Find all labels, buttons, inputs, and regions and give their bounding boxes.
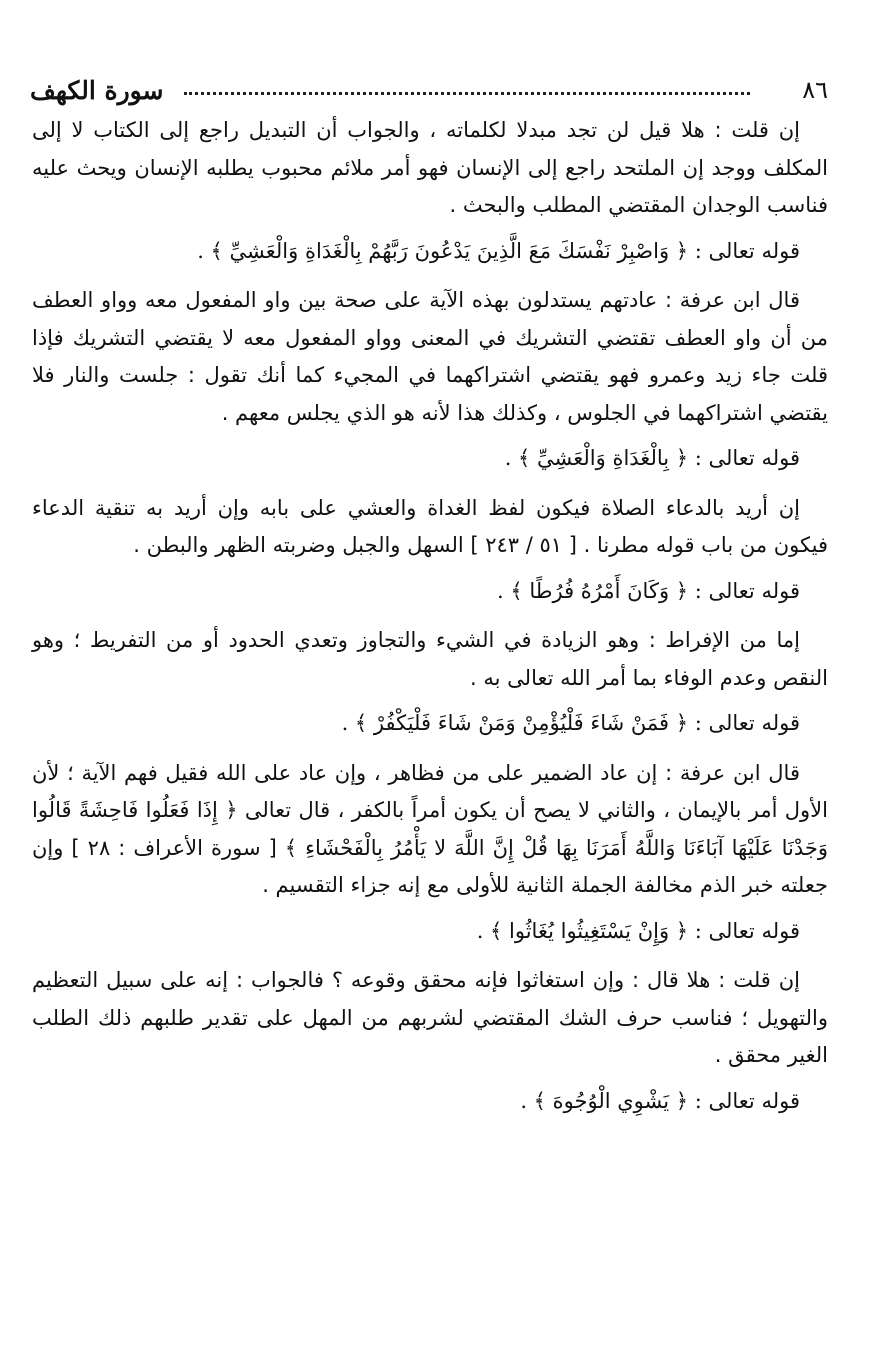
verse-quote: قوله تعالى : ﴿ وَكَانَ أَمْرُهُ فُرُطًا ﴾ . [497,578,800,603]
verse-quote: قوله تعالى : ﴿ بِالْغَدَاةِ وَالْعَشِيِّ ﴾ . [504,446,800,470]
commentary-paragraph: إن قلت : هلا قيل لن تجد مبدلا لكلماته ، والجواب أن التبديل راجع إلى الكتاب لا إلى المكلف ووجد إن الملتحد راجع إلى الإنسان فهو أمر ملائم محبوب يطلبه الإنسان ويحث عليه فناسب الوجدان المقتضي المطلب والبحث . [32,118,828,217]
surah-title: سورة الكهف [30,75,164,105]
verse-quote: قوله تعالى : ﴿ يَشْوِي الْوُجُوهَ ﴾ . [520,1088,800,1113]
verse-quote: قوله تعالى : ﴿ فَمَنْ شَاءَ فَلْيُؤْمِنْ وَمَنْ شَاءَ فَلْيَكْفُرْ ﴾ . [341,711,800,735]
verse-quote: قوله تعالى : ﴿ وَاصْبِرْ نَفْسَكَ مَعَ الَّذِينَ يَدْعُونَ رَبَّهُمْ بِالْغَدَاةِ وَالْعَشِيِّ ﴾ . [197,238,800,263]
header-dotted-rule [184,92,750,95]
commentary-paragraph: إن أريد بالدعاء الصلاة فيكون لفظ الغداة والعشي على بابه وإن أريد به تنقية الدعاء فيكون من باب قوله مطرنا . [ ٥١ / ٢٤٣ ] السهل والجبل وضربته الظهر والبطن . [32,495,828,557]
page-header [30,70,828,110]
commentary-paragraph: قال ابن عرفة : إن عاد الضمير على من فظاهر ، وإن عاد على الله فقيل فهم الآية ؛ لأن الأول أمر بالإيمان ، والثاني لا يصح أن يكون أمراً بالكفر ، قال تعالى ﴿ إِذَا فَعَلُوا فَاحِشَةً قَالُوا وَجَدْنَا عَلَيْهَا آبَاءَنَا وَاللَّهُ أَمَرَنَا بِهَا قُلْ إِنَّ اللَّهَ لا يَأْمُرُ بِالْفَحْشَاءِ ﴾ [ سورة الأعراف : ٢٨ ] وإن جعلته خبر الذم مخالفة الجملة الثانية للأولى مع إنه جزاء التقسيم . [32,760,828,897]
commentary-paragraph: إما من الإفراط : وهو الزيادة في الشيء والتجاوز وتعدي الحدود أو من التفريط ؛ وهو النقص وعدم الوفاء بما أمر الله تعالى به . [32,628,828,690]
commentary-paragraph: قال ابن عرفة : عادتهم يستدلون بهذه الآية على صحة بين واو المفعول معه وواو العطف من أن واو العطف تقتضي التشريك في المعنى وواو المفعول معه لا يقتضي التشريك فإذا قلت جاء زيد وعمرو فهو يقتضي اشتراكهما في المجيء كما أنك تقول : جلست والنار فلا يقتضي اشتراكهما في الجلوس ، وكذلك هذا لأنه هو الذي يجلس معهم . [32,288,828,425]
page-number: ٨٦ [802,76,828,104]
page-body [32,112,828,1132]
verse-quote: قوله تعالى : ﴿ وَإِنْ يَسْتَغِيثُوا يُغَاثُوا ﴾ . [476,918,800,943]
commentary-paragraph: إن قلت : هلا قال : وإن استغاثوا فإنه محقق وقوعه ؟ فالجواب : إنه على سبيل التعظيم والتهويل ؛ فناسب حرف الشك المقتضي لشربهم من المهل على تقدير طلبهم ذلك الطلب الغير محقق . [32,968,828,1067]
